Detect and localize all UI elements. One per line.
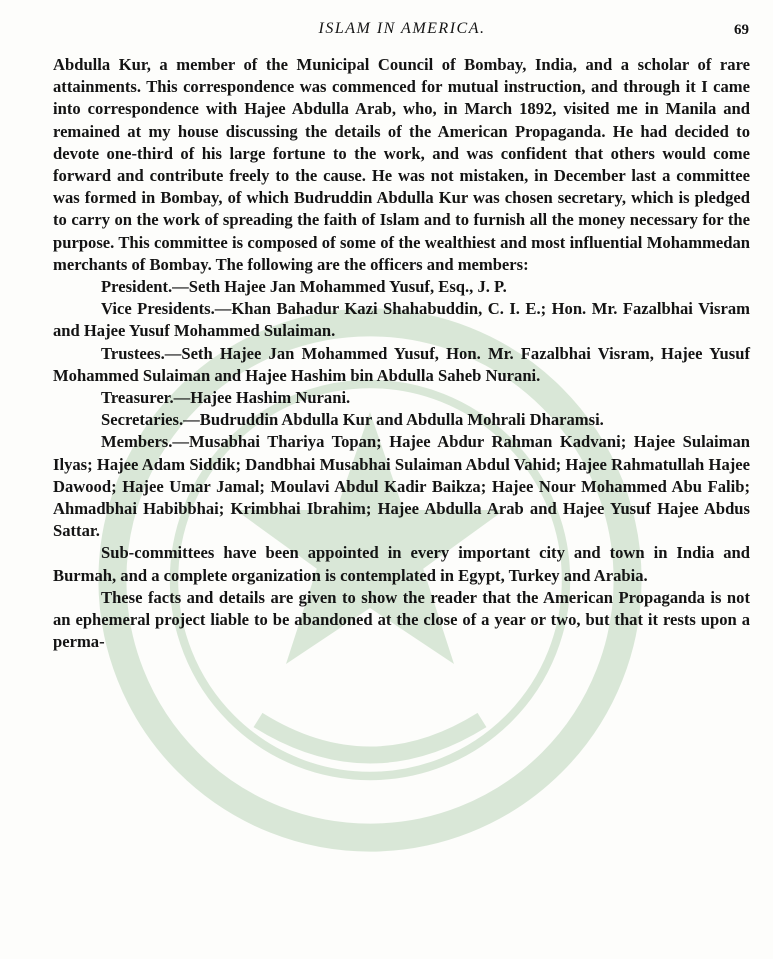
members-entry: Members.—Musabhai Thariya Topan; Hajee Abdur Rahman Kadvani; Hajee Sulaiman Ilyas; Hajee Adam Siddik; Dandbhai Musabhai Sulaiman Abdul Vahid; Hajee Rahmatullah Hajee Dawood; Hajee Umar Jamal; Moulavi Abdul Kadir Baikza; Hajee Nour Mohammed Abu Falib; Ahmadbhai Habibbhai; Krimbhai Ibrahim; Hajee Abdulla Arab and Hajee Yusuf Hajee Abdus Sattar. xyxy=(53,432,750,541)
trustees-entry: Trustees.—Seth Hajee Jan Mohammed Yusuf, Hon. Mr. Fazalbhai Visram, Hajee Yusuf Mohammed Sulaiman and Hajee Hashim bin Abdulla Saheb Nurani. xyxy=(53,343,750,385)
secretaries-entry: Secretaries.—Budruddin Abdulla Kur and Abdulla Mohrali Dharamsi. xyxy=(101,410,604,430)
closing-paragraph: These facts and details are given to show the reader that the American Propaganda is not an ephemeral project liable to be abandoned at the close of a year or two, but that it rests upon a perma- xyxy=(53,587,750,652)
vice-presidents-entry: Vice Presidents.—Khan Bahadur Kazi Shahabuddin, C. I. E.; Hon. Mr. Fazalbhai Visram and Hajee Yusuf Mohammed Sulaiman. xyxy=(53,299,750,341)
intro-paragraph: Abdulla Kur, a member of the Municipal Council of Bombay, India, and a scholar of rare attainments. This correspondence was commenced for mutual instruction, and through it I came into correspondence with Hajee Abdulla Arab, who, in March 1892, visited me in Manila and remained at my house discussing the details of the American Propaganda. He had decided to devote one-third of his large fortune to the work, and was confident that others would come forward and contribute freely to the cause. He was not mistaken, in December last a committee was formed in Bombay, of which Budruddin Abdulla Kur was chosen secretary, which is pledged to carry on the work of spreading the faith of Islam and to furnish all the money necessary for the purpose. This committee is composed of some of the wealthiest and most influential Mohammedan merchants of Bombay. The following are the officers and members: xyxy=(53,55,750,274)
treasurer-entry: Treasurer.—Hajee Hashim Nurani. xyxy=(101,388,351,408)
running-title: ISLAM IN AMERICA. xyxy=(318,20,486,37)
page-header xyxy=(55,20,749,42)
page-body xyxy=(53,54,750,653)
page-number: 69 xyxy=(734,22,749,38)
sub-committees-paragraph: Sub-committees have been appointed in every important city and town in India and Burmah, and a complete organization is contemplated in Egypt, Turkey and Arabia. xyxy=(53,543,750,585)
president-entry: President.—Seth Hajee Jan Mohammed Yusuf, Esq., J. P. xyxy=(101,277,507,297)
